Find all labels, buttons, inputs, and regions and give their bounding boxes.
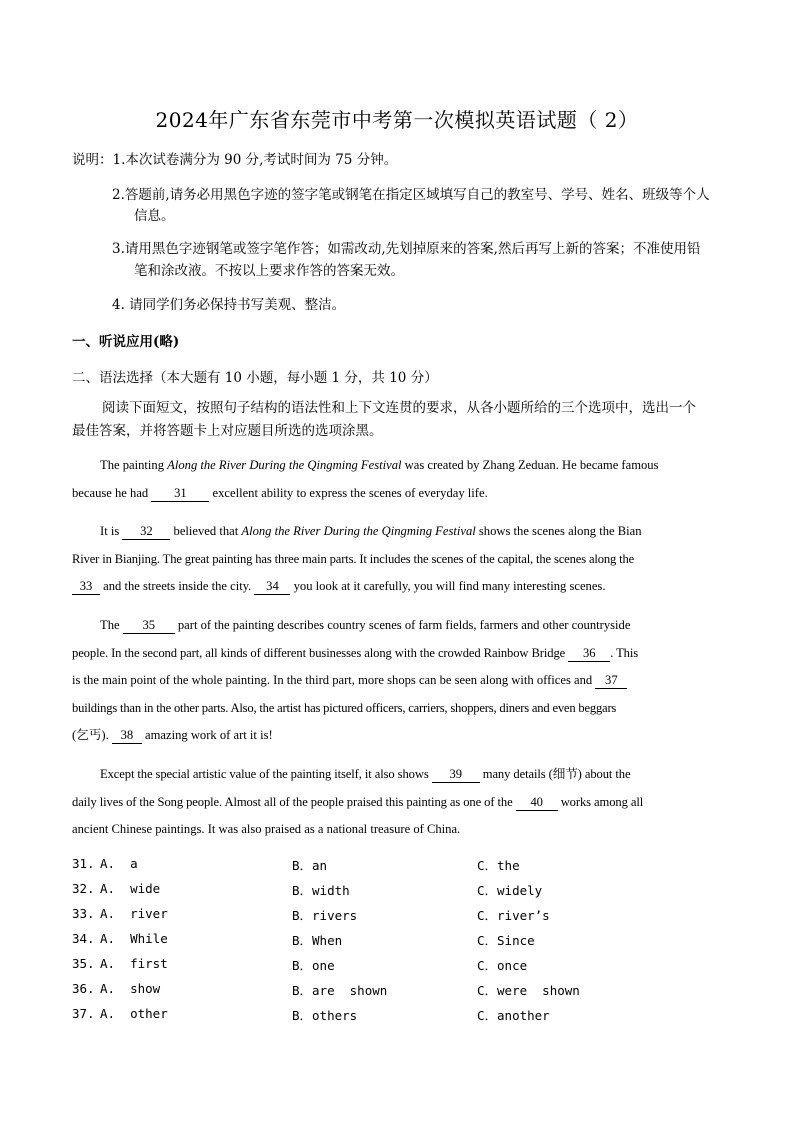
text: believed that bbox=[170, 524, 242, 538]
note-4: 4. 请同学们务必保持书写美观、整洁。 bbox=[112, 297, 346, 313]
text: amazing work of art it is! bbox=[141, 728, 273, 742]
option-row-33 bbox=[72, 906, 722, 931]
blank-40: 40 bbox=[516, 795, 558, 811]
option-row-37 bbox=[72, 1006, 722, 1031]
option-c: C．the bbox=[477, 858, 520, 873]
passage-paragraph-1 bbox=[72, 452, 722, 507]
question-number: 32. bbox=[72, 881, 95, 896]
option-row-35 bbox=[72, 956, 722, 981]
option-a: A. river bbox=[100, 906, 168, 921]
option-c: C．another bbox=[477, 1008, 550, 1023]
text: because he had bbox=[72, 485, 152, 500]
text: was created by Zhang Zeduan. He became famous bbox=[401, 458, 659, 472]
painting-title: Along the River During the Qingming Festival bbox=[241, 524, 476, 538]
option-b: B．rivers bbox=[292, 908, 358, 923]
text: and the streets inside the city. bbox=[100, 579, 255, 593]
option-a: A. wide bbox=[100, 881, 161, 896]
option-c: C．once bbox=[477, 958, 528, 973]
option-b: B．one bbox=[292, 958, 335, 973]
passage-paragraph-4 bbox=[72, 761, 722, 844]
passage-paragraph-3 bbox=[72, 612, 722, 750]
option-c: C．widely bbox=[477, 883, 543, 898]
text: Except the special artistic value of the painting itself, it also shows bbox=[100, 767, 432, 781]
option-row-34 bbox=[72, 931, 722, 956]
option-row-32 bbox=[72, 881, 722, 906]
instruction-line-1: 阅读下面短文，按照句子结构的语法性和上下文连贯的要求，从各小题所给的三个选项中，选出一个 bbox=[102, 400, 696, 416]
blank-37: 37 bbox=[595, 673, 627, 689]
note-2-line-1: 2.答题前,请务必用黑色字迹的签字笔或钢笔在指定区域填写自己的教室号、学号、姓名、班级等个人 bbox=[112, 187, 710, 203]
text: The painting bbox=[100, 458, 168, 472]
option-a: A. While bbox=[100, 931, 168, 946]
option-c: C．Since bbox=[477, 933, 535, 948]
note-2-line-2: 信息。 bbox=[134, 208, 175, 224]
text: is the main point of the whole painting. In the third part, more shops can be seen along with offices and bbox=[72, 673, 596, 687]
blank-33: 33 bbox=[72, 579, 100, 595]
option-a: A. first bbox=[100, 956, 168, 971]
option-b: B．When bbox=[292, 933, 343, 948]
text: excellent ability to express the scenes of everyday life. bbox=[209, 485, 488, 500]
option-b: B．are shown bbox=[292, 983, 388, 998]
note-3-line-1: 3.请用黑色字迹钢笔或签字笔作答；如需改动,先划掉原来的答案,然后再写上新的答案；不准使用铅 bbox=[112, 241, 701, 257]
text: daily lives of the Song people. Almost all of the people praised this painting as one of the bbox=[72, 794, 516, 809]
blank-35: 35 bbox=[123, 618, 175, 634]
text: The bbox=[100, 618, 123, 632]
note-3-line-2: 笔和涂改液。不按以上要求作答的答案无效。 bbox=[134, 263, 404, 279]
page-title: 2024年广东省东莞市中考第一次模拟英语试题（ 2） bbox=[155, 108, 639, 132]
blank-32: 32 bbox=[122, 524, 170, 540]
section-2-heading: 二、语法选择（本大题有 10 小题，每小题 1 分，共 10 分） bbox=[72, 370, 438, 386]
option-row-31 bbox=[72, 856, 722, 881]
text: people. In the second part, all kinds of different businesses along with the crowded Rainbow Bridge bbox=[72, 645, 569, 660]
blank-36: 36 bbox=[568, 646, 610, 662]
option-a: A. other bbox=[100, 1006, 168, 1021]
question-number: 37. bbox=[72, 1006, 95, 1021]
text: works among all bbox=[557, 794, 644, 809]
option-a: A. a bbox=[100, 856, 138, 871]
text: part of the painting describes country scenes of farm fields, farmers and other countryside bbox=[174, 618, 631, 632]
passage-paragraph-2 bbox=[72, 518, 722, 601]
section-1-heading: 一、听说应用(略) bbox=[72, 334, 180, 350]
question-number: 31. bbox=[72, 856, 95, 871]
answer-options bbox=[72, 856, 722, 1031]
text: River in Bianjing. The great painting has three main parts. It includes the scenes of the capital, the scenes along the bbox=[72, 551, 635, 566]
question-number: 36. bbox=[72, 981, 95, 996]
option-b: B．others bbox=[292, 1008, 358, 1023]
question-number: 33. bbox=[72, 906, 95, 921]
option-c: C．river’s bbox=[477, 908, 550, 923]
option-a: A. show bbox=[100, 981, 161, 996]
blank-39: 39 bbox=[432, 767, 480, 783]
question-number: 35. bbox=[72, 956, 95, 971]
instruction-line-2: 最佳答案，并将答题卡上对应题目所选的选项涂黑。 bbox=[72, 423, 383, 439]
blank-31: 31 bbox=[151, 486, 209, 502]
text: many details (细节) about the bbox=[479, 767, 631, 781]
note-1: 说明：1.本次试卷满分为 90 分,考试时间为 75 分钟。 bbox=[72, 152, 398, 168]
text: ancient Chinese paintings. It was also praised as a national treasure of China. bbox=[72, 822, 461, 836]
option-row-36 bbox=[72, 981, 722, 1006]
text: . This bbox=[610, 645, 639, 660]
option-c: C．were shown bbox=[477, 983, 580, 998]
painting-title: Along the River During the Qingming Festival bbox=[167, 458, 402, 472]
text: (乞丐). bbox=[72, 728, 112, 742]
question-number: 34. bbox=[72, 931, 95, 946]
text: buildings than in the other parts. Also, the artist has pictured officers, carriers, shoppers, diners and even beggars bbox=[72, 700, 617, 715]
blank-38: 38 bbox=[112, 728, 142, 744]
text: It is bbox=[100, 524, 123, 538]
option-b: B．width bbox=[292, 883, 350, 898]
text: you look at it carefully, you will find many interesting scenes. bbox=[290, 579, 606, 593]
text: shows the scenes along the Bian bbox=[475, 524, 642, 538]
blank-34: 34 bbox=[254, 579, 290, 595]
option-b: B．an bbox=[292, 858, 328, 873]
